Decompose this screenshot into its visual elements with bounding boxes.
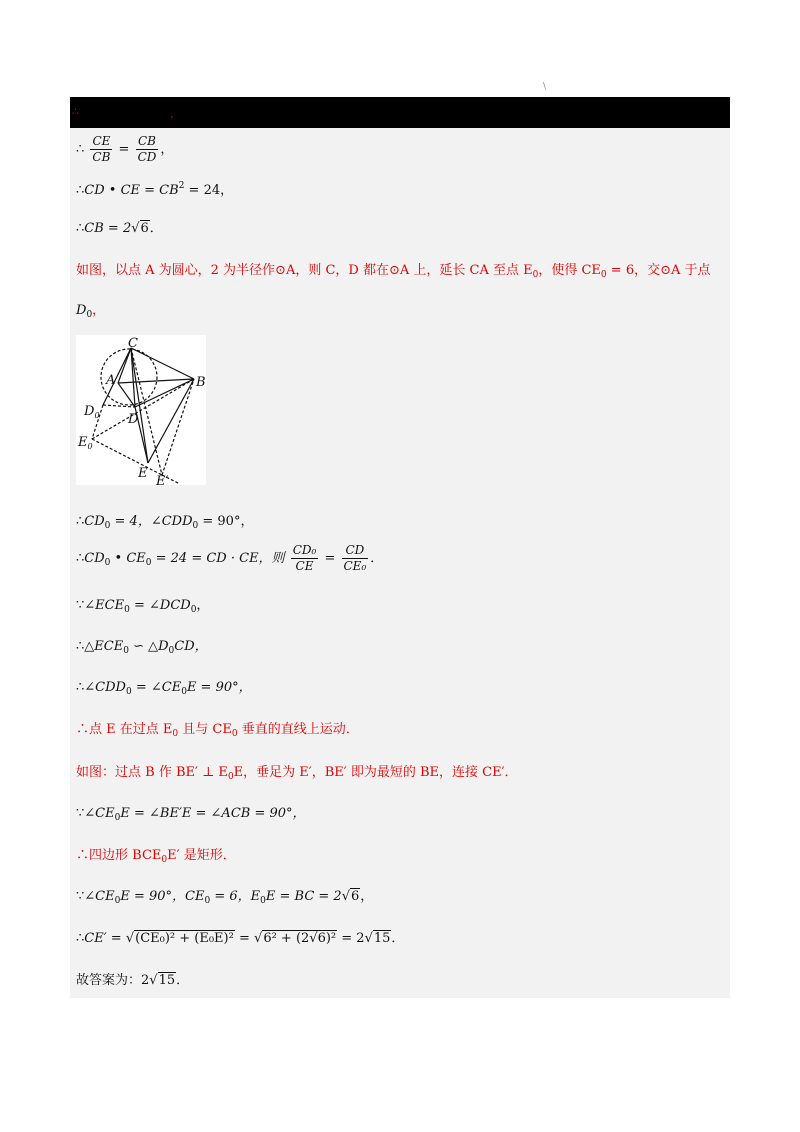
line-cd0: $\therefore CD_0 = 4$，$\angle CDD_0 = 90^\circ$， xyxy=(76,514,254,531)
label-e0: $E_0$ xyxy=(78,435,93,451)
label-c: C xyxy=(128,336,138,351)
header-comma: ， xyxy=(170,107,181,120)
label-b: B xyxy=(196,375,206,390)
line-product: ∴CD • CE = $CB^2 = 24$， xyxy=(76,181,234,198)
label-e-prime: E′ xyxy=(156,474,169,485)
line-cb: ∴CB = 2√6． xyxy=(76,221,163,236)
line-rectangle: ∴四边形 $BCE_0E'$ 是矩形． xyxy=(76,848,236,865)
line-ratio-2: $\therefore CD_0$ • $CE_0 = 24$ = CD · CE，则 $\frac{\text{CD₀}}{CE}$ = $\frac{CD}{\text{CE₀}}$ ． xyxy=(76,543,384,573)
solution-content xyxy=(70,128,730,998)
fraction: $\frac{\text{CD₀}}{CE}$ xyxy=(292,543,317,573)
line-pythagoras: ∴CE′ = √(CE₀)² + (E₀E)² = √6² + (2√6)² = 2√15． xyxy=(76,931,405,946)
fraction: $\frac{CE}{CB}$ xyxy=(92,134,111,164)
label-d0: $D_0$ xyxy=(84,404,100,420)
line-locus: ∴点 E 在过点 $E_0$ 且与 $CE_0$ 垂直的直线上运动． xyxy=(76,722,359,739)
fraction: $\frac{CD}{\text{CE₀}}$ xyxy=(343,543,367,573)
stray-mark: \ xyxy=(543,82,547,92)
geometry-diagram xyxy=(76,335,206,485)
line-ratio: ∴ $\frac{CE}{CB}$ = $\frac{CB}{CD}$ ， xyxy=(76,134,174,164)
line-similar: $\therefore\triangle ECE_0$ ∽ $\triangle D_0CD$， xyxy=(76,639,208,656)
line-right-angle: $\therefore\angle CDD_0$ = $\angle CE_0E = 90^\circ$， xyxy=(76,680,252,697)
line-known-values: $\because\angle CE_0E = 90^\circ$，$CE_0 = 6$，$E_0E$ = BC = 2√6， xyxy=(76,889,374,906)
line-angle-eq: $\because\angle ECE_0$ = $\angle DCD_0$， xyxy=(76,598,210,615)
label-e: E xyxy=(138,466,148,481)
geometry-figure xyxy=(76,335,206,485)
line-perpendicular: 如图：过点 B 作 BE′ ⊥ $E_0E$，垂足为 E′，BE′ 即为最短的 BE，连接 CE′． xyxy=(76,765,518,782)
fraction: $\frac{CB}{CD}$ xyxy=(137,134,157,164)
therefore-symbol: ∴ xyxy=(72,105,79,118)
line-construction: 如图，以点 A 为圆心，2 为半径作⊙A，则 C，D 都在⊙A 上，延长 CA 至点 $E_0$，使得 $CE_0 = 6$，交⊙A 于点 xyxy=(76,263,711,280)
line-answer: 故答案为：2√15． xyxy=(76,973,190,988)
label-a: A xyxy=(106,373,116,388)
line-angles-90: $\because\angle CE_0E$ = ∠BE′E = ∠ACB = 90°， xyxy=(76,806,306,823)
label-d: D xyxy=(128,412,139,427)
redacted-header-bar xyxy=(70,97,730,128)
line-d0: $D_0$， xyxy=(76,303,106,320)
